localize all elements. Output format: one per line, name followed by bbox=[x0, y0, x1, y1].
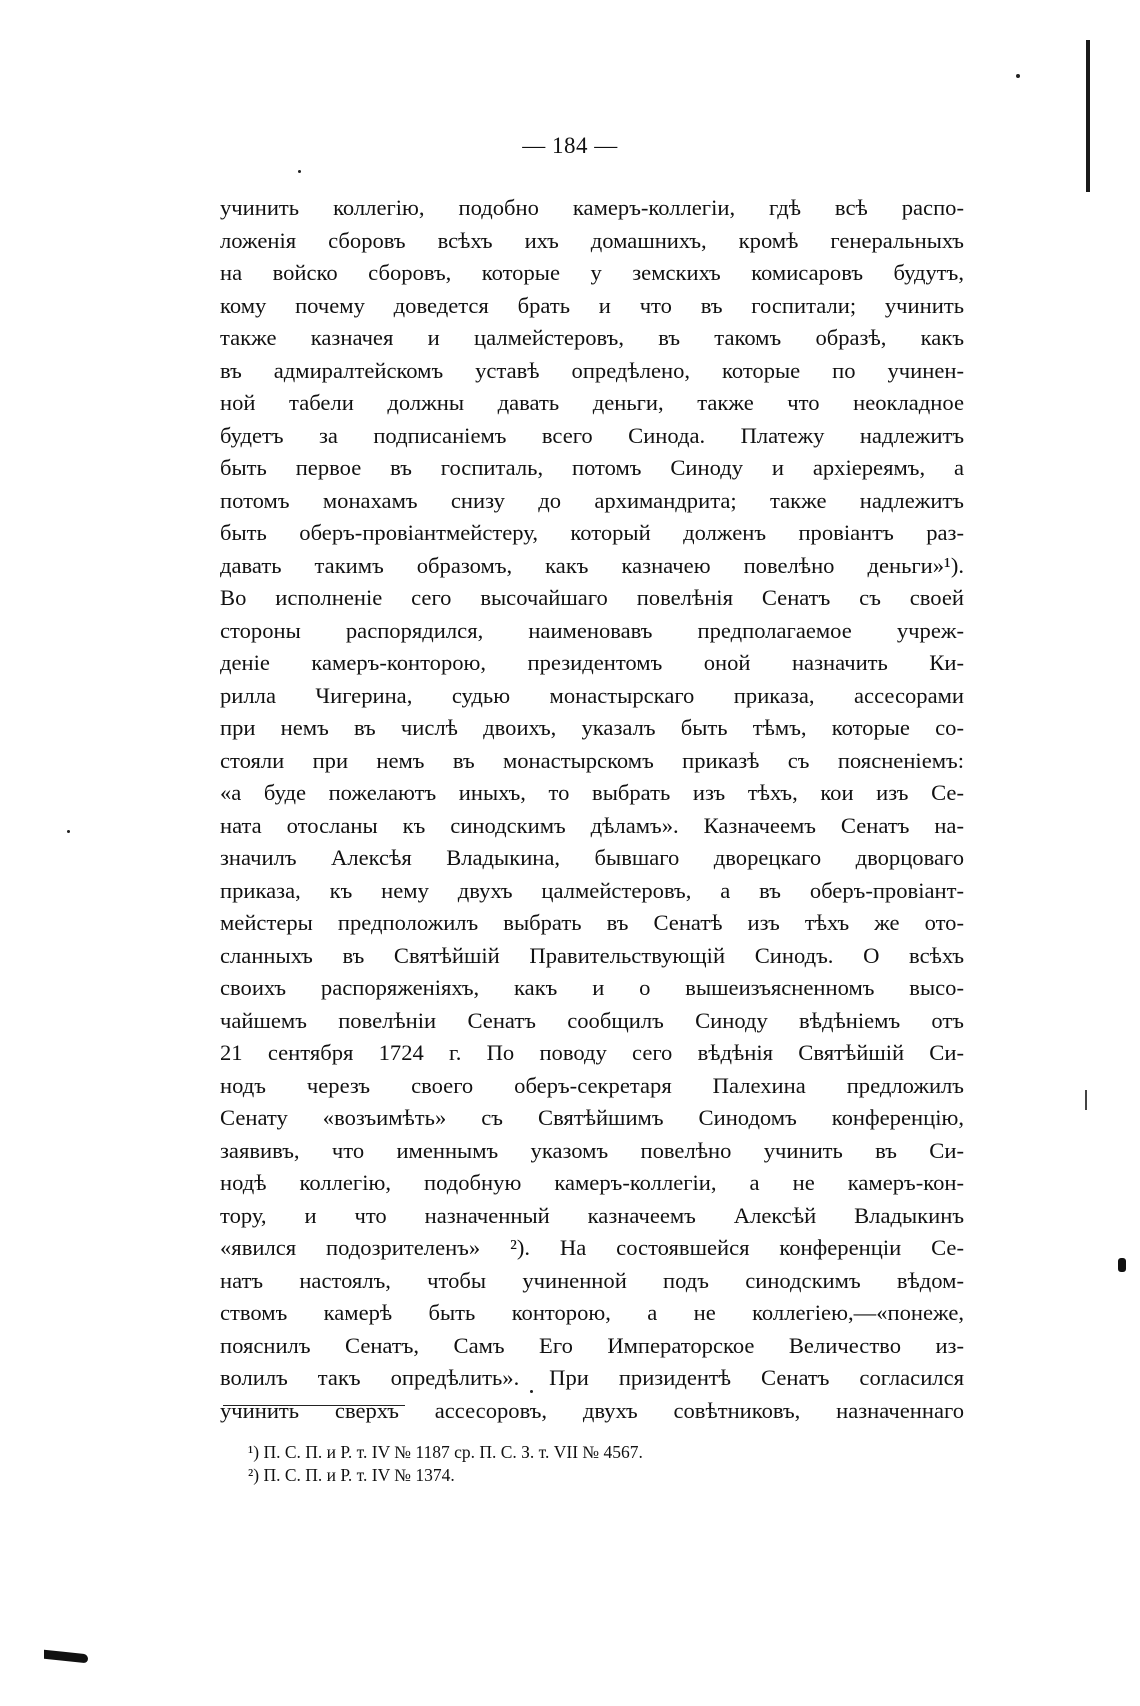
text-line: потомъ монахамъ снизу до архимандрита; также надлежитъ bbox=[220, 487, 964, 513]
text-line: волилъ такъ опредѣлить». При призидентѣ Сенатъ согласился bbox=[220, 1365, 964, 1390]
text-line: натъ настоялъ, чтобы учиненной подъ синодскимъ вѣдом- bbox=[220, 1267, 964, 1293]
text-line: ной табели должны давать деньги, также что неокладное bbox=[220, 390, 964, 415]
scan-speck bbox=[298, 170, 301, 173]
text-line: на войско сборовъ, которые у земскихъ комисаровъ будутъ, bbox=[220, 260, 964, 285]
text-line: стороны распорядился, наименовавъ предполагаемое учреж- bbox=[220, 617, 964, 643]
text-line: 21 сентября 1724 г. По поводу сего вѣдѣнія Святѣйшій Си- bbox=[220, 1040, 964, 1065]
footnote: ¹) П. С. П. и Р. т. IV № 1187 ср. П. С. З. т. VII № 4567. bbox=[248, 1442, 643, 1462]
footnotes bbox=[248, 1441, 948, 1487]
text-line: кому почему доведется брать и что въ госпитали; учинить bbox=[220, 292, 964, 318]
scan-mark bbox=[44, 1650, 88, 1664]
text-line: Сенату «возъимѣть» съ Святѣйшимъ Синодомъ конференцію, bbox=[220, 1105, 964, 1130]
scan-speck bbox=[1016, 74, 1020, 78]
text-line: ната отосланы къ синодскимъ дѣламъ». Казначеемъ Сенатъ на- bbox=[220, 812, 964, 838]
text-line: деніе камеръ-конторою, президентомъ оной назначить Ки- bbox=[220, 650, 964, 675]
text-line: будетъ за подписаніемъ всего Синода. Платежу надлежитъ bbox=[220, 422, 964, 448]
text-line: давать такимъ образомъ, какъ казначею повелѣно деньги»¹). bbox=[220, 552, 964, 578]
text-line: ствомъ камерѣ быть конторою, а не коллегіею,—«понеже, bbox=[220, 1300, 964, 1325]
text-line: быть первое въ госпиталь, потомъ Синоду и архіереямъ, а bbox=[220, 455, 964, 480]
text-line: тору, и что назначенный казначеемъ Алексѣй Владыкинъ bbox=[220, 1202, 964, 1228]
text-line: стояли при немъ въ монастырскомъ приказѣ съ поясненіемъ: bbox=[220, 747, 964, 773]
text-line: своихъ распоряженіяхъ, какъ и о вышеизъясненномъ высо- bbox=[220, 975, 964, 1000]
body-text bbox=[220, 192, 964, 1427]
text-line: сланныхъ въ Святѣйшій Правительствующій Синодъ. О всѣхъ bbox=[220, 942, 964, 968]
text-line: «а буде пожелаютъ иныхъ, то выбрать изъ тѣхъ, кои изъ Се- bbox=[220, 780, 964, 805]
text-line: рилла Чигерина, судью монастырскаго приказа, ассесорами bbox=[220, 682, 964, 708]
text-line: приказа, къ нему двухъ цалмейстеровъ, а въ оберъ-провіант- bbox=[220, 877, 964, 903]
scan-speck bbox=[67, 830, 70, 833]
text-line: заявивъ, что именнымъ указомъ повелѣно учинить въ Си- bbox=[220, 1137, 964, 1163]
text-line: нодъ черезъ своего оберъ-секретаря Палехина предложилъ bbox=[220, 1072, 964, 1098]
scan-edge-bar bbox=[1086, 40, 1090, 192]
text-line: нодѣ коллегію, подобную камеръ-коллегіи, а не камеръ-кон- bbox=[220, 1170, 964, 1195]
text-line: быть оберъ-провіантмейстеру, который долженъ провіантъ раз- bbox=[220, 520, 964, 545]
text-line: въ адмиралтейскомъ уставѣ опредѣлено, которые по учинен- bbox=[220, 357, 964, 383]
footnote-divider bbox=[223, 1405, 405, 1406]
text-line: ложенія сборовъ всѣхъ ихъ домашнихъ, кромѣ генеральныхъ bbox=[220, 227, 964, 253]
text-line: Во исполненіе сего высочайшаго повелѣнія Сенатъ съ своей bbox=[220, 585, 964, 610]
scan-tick bbox=[1085, 1090, 1087, 1110]
text-line: учинить сверхъ ассесоровъ, двухъ совѣтниковъ, назначеннаго bbox=[220, 1397, 964, 1423]
text-line: мейстеры предположилъ выбрать въ Сенатѣ изъ тѣхъ же ото- bbox=[220, 910, 964, 935]
text-line: «явился подозрителенъ» ²). На состоявшейся конференціи Се- bbox=[220, 1235, 964, 1260]
text-line: учинить коллегію, подобно камеръ-коллегіи, гдѣ всѣ распо- bbox=[220, 195, 964, 220]
text-line: также казначея и цалмейстеровъ, въ такомъ образѣ, какъ bbox=[220, 325, 964, 350]
scan-mark bbox=[1118, 1258, 1126, 1272]
footnote: ²) П. С. П. и Р. т. IV № 1374. bbox=[248, 1465, 455, 1485]
text-line: пояснилъ Сенатъ, Самъ Его Императорское Величество из- bbox=[220, 1332, 964, 1358]
text-line: значилъ Алексѣя Владыкина, бывшаго дворецкаго дворцоваго bbox=[220, 845, 964, 870]
text-line: при немъ въ числѣ двоихъ, указалъ быть тѣмъ, которые со- bbox=[220, 715, 964, 740]
page-number: — 184 — bbox=[522, 133, 618, 158]
text-line: чайшемъ повелѣніи Сенатъ сообщилъ Синоду вѣдѣніемъ отъ bbox=[220, 1007, 964, 1033]
